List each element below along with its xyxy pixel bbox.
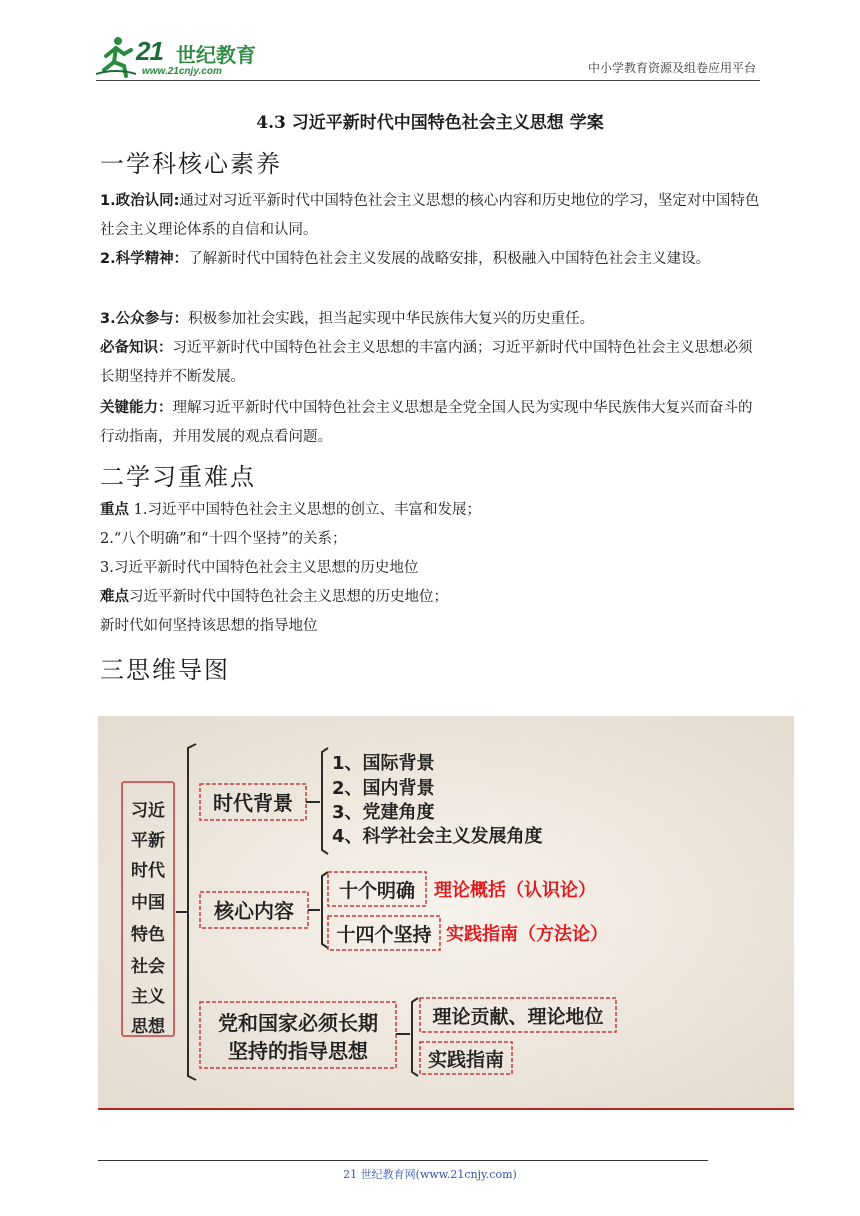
core-item-note: 理论概括（认识论）	[434, 880, 596, 901]
item-text: 通过对习近平新时代中国特色社会主义思想的核心内容和历史地位的学习，坚定对中国特色社会主义理论体系的自信和认同。	[100, 193, 760, 238]
section2-heading: 二学习重难点	[100, 463, 256, 491]
root-line: 主义	[131, 987, 165, 1007]
logo	[96, 34, 266, 78]
key-line-2: 2.“八个明确”和“十四个坚持”的关系；	[100, 531, 347, 547]
section1-item-3	[100, 305, 764, 334]
item-label: 必备知识：	[100, 340, 173, 356]
mind-map	[98, 716, 794, 1110]
root-line: 时代	[131, 861, 165, 881]
core-item-note: 实践指南（方法论）	[446, 924, 608, 945]
branch2-label: 核心内容	[214, 899, 294, 923]
item-label: 3.公众参与：	[100, 311, 189, 327]
root-line: 习近	[131, 801, 165, 821]
logo-number: 21	[136, 36, 163, 66]
root-line: 社会	[131, 957, 165, 977]
branch1-child: 2、国内背景	[332, 778, 435, 799]
footer-divider	[98, 1160, 708, 1161]
section1-item-5	[100, 394, 764, 452]
document-title: 4.3 习近平新时代中国特色社会主义思想 学案	[256, 113, 604, 133]
footer-text: 21 世纪教育网(www.21cnjy.com)	[343, 1168, 517, 1181]
difficulty-label: 难点	[100, 589, 129, 605]
page-header	[96, 30, 760, 81]
item-text: 理解习近平新时代中国特色社会主义思想是全党全国人民为实现中华民族伟大复兴而奋斗的行动指南，并用发展的观点看问题。	[100, 400, 753, 445]
key-line-3: 3.习近平新时代中国特色社会主义思想的历史地位	[100, 560, 419, 576]
core-item-label: 十个明确	[338, 880, 416, 902]
item-label: 2.科学精神：	[100, 251, 189, 267]
core-item-label: 十四个坚持	[336, 924, 432, 946]
branch1-child: 4、科学社会主义发展角度	[332, 826, 543, 847]
root-line: 中国	[131, 893, 165, 913]
logo-url: www.21cnjy.com	[142, 66, 222, 77]
key-label: 重点	[100, 502, 129, 518]
section3-heading: 三思维导图	[100, 656, 230, 684]
section1-heading: 一学科核心素养	[100, 150, 282, 178]
branch1-label: 时代背景	[213, 791, 293, 815]
diff-line-2: 新时代如何坚持该思想的指导地位	[100, 618, 318, 634]
key-points	[100, 496, 764, 641]
root-line: 思想	[131, 1017, 165, 1037]
root-line: 平新	[131, 831, 165, 851]
branch3-label-line: 坚持的指导思想	[228, 1039, 368, 1063]
branch3-label-line: 党和国家必须长期	[218, 1011, 378, 1035]
logo-text: 世纪教育	[176, 43, 256, 67]
key-line-1: 1.习近平中国特色社会主义思想的创立、丰富和发展；	[133, 502, 481, 518]
branch3-child: 实践指南	[427, 1049, 505, 1071]
item-text: 积极参加社会实践，担当起实现中华民族伟大复兴的历史重任。	[188, 311, 595, 327]
runner-logo-icon	[96, 34, 136, 78]
diff-line-1: 习近平新时代中国特色社会主义思想的历史地位；	[129, 589, 448, 605]
item-text: 了解新时代中国特色社会主义发展的战略安排，积极融入中国特色社会主义建设。	[188, 251, 711, 267]
section1-item-1	[100, 187, 764, 245]
root-line: 特色	[131, 925, 165, 945]
item-label: 1.政治认同:	[100, 193, 180, 209]
item-text: 习近平新时代中国特色社会主义思想的丰富内涵；习近平新时代中国特色社会主义思想必须长期坚持并不断发展。	[100, 340, 753, 385]
branch1-child: 1、国际背景	[332, 753, 435, 774]
section1-item-4	[100, 334, 764, 392]
header-tagline: 中小学教育资源及组卷应用平台	[587, 61, 756, 75]
mind-map-diagram	[98, 716, 794, 1108]
section1-item-2	[100, 245, 764, 274]
branch1-child: 3、党建角度	[332, 802, 435, 823]
branch3-child: 理论贡献、理论地位	[432, 1006, 604, 1028]
item-label: 关键能力：	[100, 400, 173, 416]
